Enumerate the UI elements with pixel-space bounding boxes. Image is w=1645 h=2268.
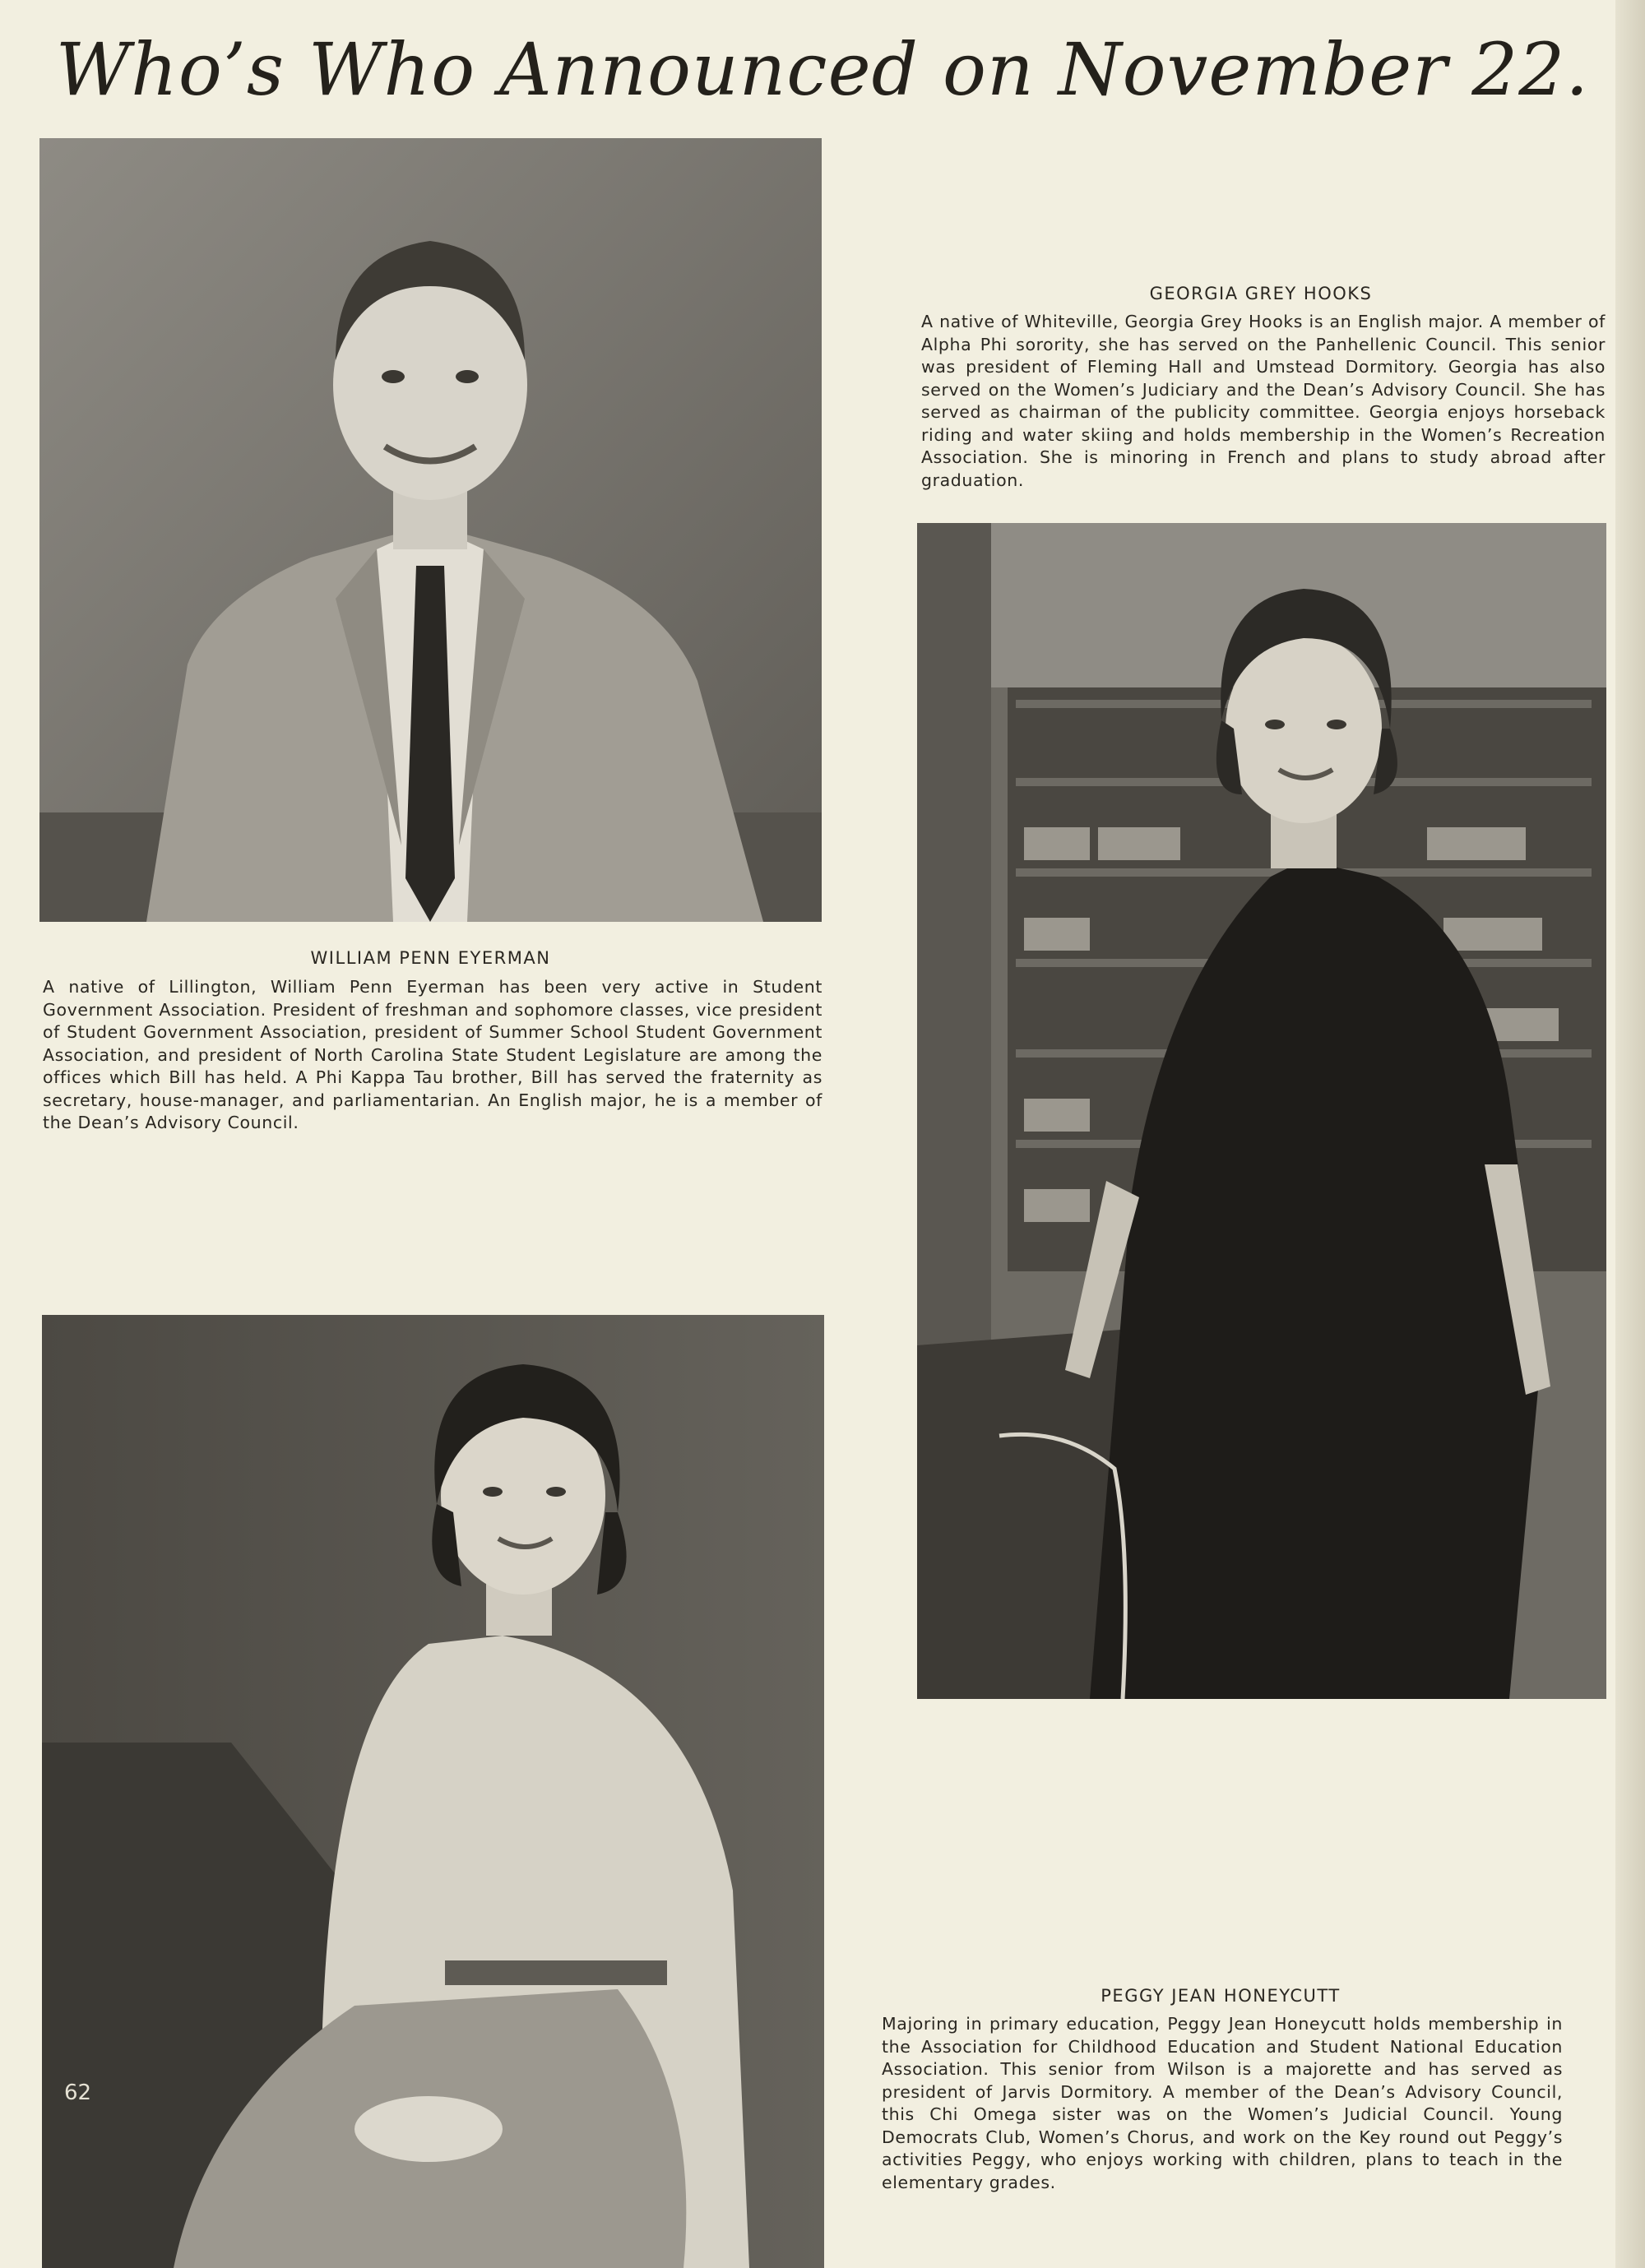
profile-name-georgia-grey-hooks: GEORGIA GREY HOOKS: [1149, 284, 1373, 303]
profile-bio-peggy-jean-honeycutt: Majoring in primary education, Peggy Jean Honeycutt holds membership in the Association for Childhood Education and Student National Education Association. This senior from Wilson is a majorette and has served as president of Jarvis Dormitory. A member of the Dean’s Advisory Council, this Chi Omega sister was on the Women’s Judicial Council. Young Democrats Club, Women’s Chorus, and work on the Key round out Peggy’s activities Peggy, who enjoys working with children, plans to teach in the elementary grades.: [882, 2014, 1563, 2192]
page-title: Who’s Who Announced on November 22.: [55, 27, 1590, 112]
page-edge-shadow: [1615, 0, 1645, 2268]
photo-william-penn-eyerman: [39, 138, 822, 922]
photo-georgia-grey-hooks: [917, 523, 1606, 1699]
profile-name-peggy-jean-honeycutt: PEGGY JEAN HONEYCUTT: [1101, 1986, 1341, 2006]
photo-peggy-jean-honeycutt: [42, 1315, 824, 2268]
profile-bio-georgia-grey-hooks: A native of Whiteville, Georgia Grey Hooks is an English major. A member of Alpha Phi sorority, she has served on the Panhellenic Council. This senior was president of Fleming Hall and Umstead Dormitory. Georgia has also served on the Women’s Judiciary and the Dean’s Advisory Council. She has served as chairman of the publicity committee. Georgia enjoys horseback riding and water skiing and holds membership in the Women’s Recreation Association. She is minoring in French and plans to study abroad after graduation.: [921, 312, 1606, 490]
profile-bio-william-penn-eyerman: A native of Lillington, William Penn Eyerman has been very active in Student Government Association. President of freshman and sophomore classes, vice president of Student Government Association, president of Summer School Student Government Association, and president of North Carolina State Student Legislature are among the offices which Bill has held. A Phi Kappa Tau brother, Bill has served the fraternity as secretary, house-manager, and parliamentarian. An English major, he is a member of the Dean’s Advisory Council.: [43, 977, 822, 1132]
page-number: 62: [64, 2081, 92, 2105]
profile-name-william-penn-eyerman: WILLIAM PENN EYERMAN: [310, 948, 551, 968]
